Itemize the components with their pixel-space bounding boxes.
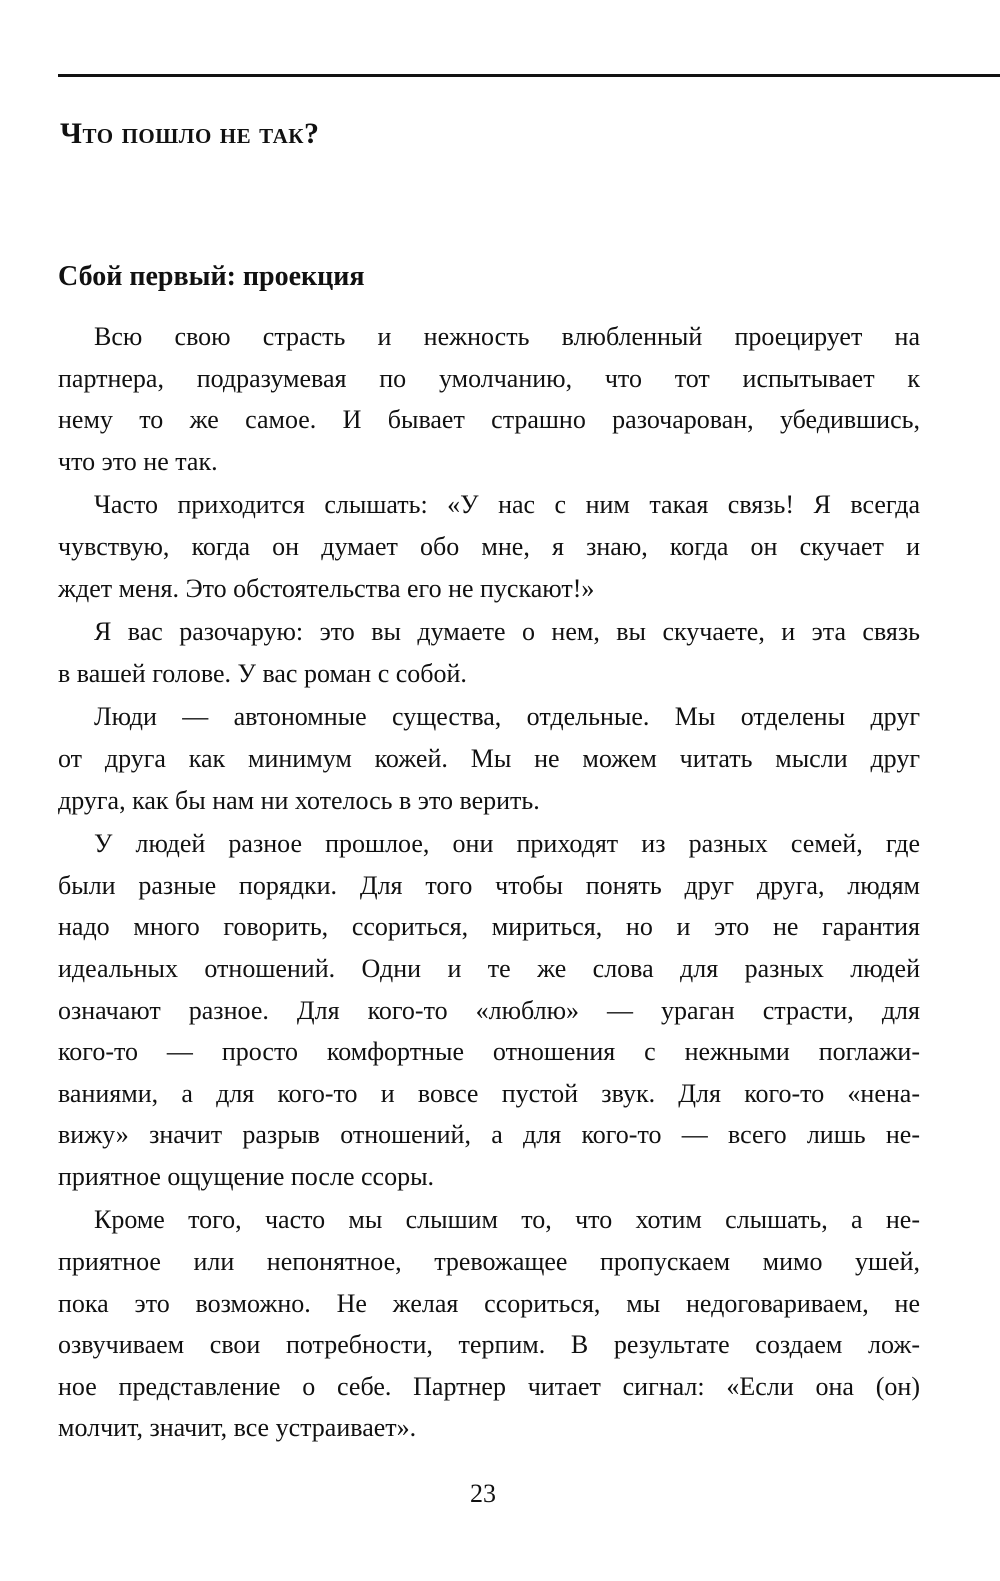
text-line: партнера, подразумевая по умолчанию, что тот испытывает к: [58, 363, 920, 393]
text-line: идеальных отношений. Одни и те же слова для разных людей: [58, 953, 920, 983]
text-line: вижу» значит разрыв отношений, а для кого-то — всего лишь не-: [58, 1120, 920, 1150]
text-line: нему то же самое. И бывает страшно разочарован, убедившись,: [58, 405, 920, 435]
text-line: Люди — автономные существа, отдельные. Мы отделены друг: [94, 702, 920, 732]
paragraph-quote: [58, 484, 920, 609]
body-text: [58, 316, 920, 1451]
text-line: чувствую, когда он думает обо мне, я знаю, когда он скучает и: [58, 531, 920, 561]
text-line: пока это возможно. Не желая ссориться, мы недоговариваем, не: [58, 1288, 920, 1318]
text-line: молчит, значит, все устраивает».: [58, 1413, 417, 1443]
text-line: У людей разное прошлое, они приходят из разных семей, где: [94, 829, 920, 859]
text-line: друга, как бы нам ни хотелось в это верить.: [58, 785, 540, 815]
text-line: Кроме того, часто мы слышим то, что хотим слышать, а не-: [94, 1205, 920, 1235]
header-rule: [58, 74, 1000, 77]
text-line: ваниями, а для кого-то и вовсе пустой звук. Для кого-то «нена-: [58, 1078, 920, 1108]
text-line: ждет меня. Это обстоятельства его не пускают!»: [58, 573, 595, 603]
text-line: в вашей голове. У вас роман с собой.: [58, 658, 467, 688]
text-line: приятное ощущение после ссоры.: [58, 1161, 435, 1191]
paragraph-disappoint: [58, 611, 920, 694]
text-line: были разные порядки. Для того чтобы понять друг друга, людям: [58, 870, 920, 900]
page-number: 23: [470, 1479, 496, 1508]
paragraph-hearing: [58, 1199, 920, 1449]
chapter-title: Что пошло не так?: [60, 117, 320, 150]
text-line: Часто приходится слышать: «У нас с ним такая связь! Я всегда: [94, 490, 920, 520]
section-title: Сбой первый: проекция: [58, 261, 365, 292]
text-line: кого-то — просто комфортные отношения с нежными поглажи-: [58, 1037, 920, 1067]
paragraph-projection-intro: [58, 316, 920, 482]
text-line: приятное или непонятное, тревожащее пропускаем мимо ушей,: [58, 1247, 920, 1277]
paragraph-autonomous: [58, 696, 920, 821]
text-line: надо много говорить, ссориться, мириться, но и это не гарантия: [58, 912, 920, 942]
text-line: озвучиваем свои потребности, терпим. В результате создаем лож-: [58, 1330, 920, 1360]
text-line: ное представление о себе. Партнер читает сигнал: «Если она (он): [58, 1371, 920, 1401]
text-line: означают разное. Для кого-то «люблю» — ураган страсти, для: [58, 995, 920, 1025]
text-line: Всю свою страсть и нежность влюбленный проецирует на: [94, 322, 920, 351]
text-line: что это не так.: [58, 446, 218, 476]
text-line: Я вас разочарую: это вы думаете о нем, вы скучаете, и эта связь: [94, 617, 920, 647]
text-line: от друга как минимум кожей. Мы не можем читать мысли друг: [58, 743, 920, 773]
paragraph-different-past: [58, 823, 920, 1197]
